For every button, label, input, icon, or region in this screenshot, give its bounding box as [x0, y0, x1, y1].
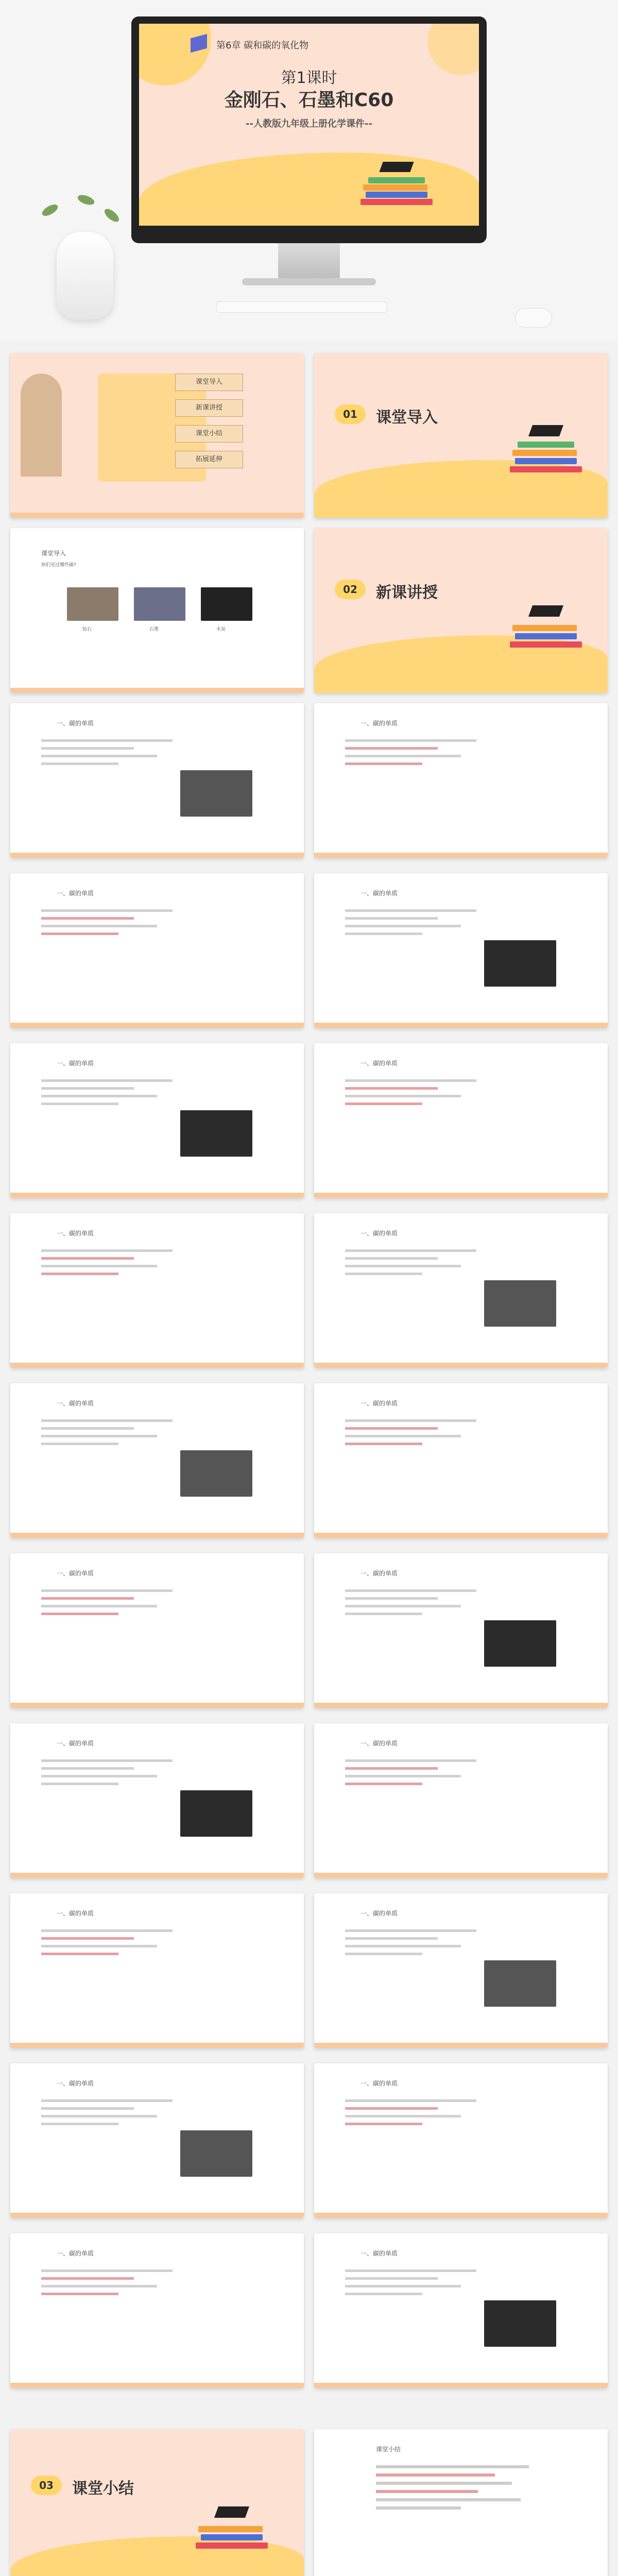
toc-item[interactable]: 新课讲授	[175, 399, 243, 417]
illustration-image	[180, 2130, 252, 2177]
content-slide[interactable]	[314, 1553, 608, 1708]
slide-title: 一、碳的单质	[360, 1570, 398, 1577]
slide-title: 一、碳的单质	[360, 2080, 398, 2087]
section-title: 课堂小结	[72, 2480, 134, 2498]
slide-title: 一、碳的单质	[57, 1910, 94, 1917]
books-illustration	[360, 147, 443, 209]
graduation-cap-icon	[379, 162, 414, 172]
slide-title: 一、碳的单质	[57, 1740, 94, 1747]
illustration-image	[484, 1280, 556, 1327]
slide-title: 一、碳的单质	[360, 2250, 398, 2257]
slide-title: 一、碳的单质	[360, 1910, 398, 1917]
slide-question: 你们见过哪些碳?	[41, 563, 76, 568]
content-slide[interactable]	[10, 1383, 304, 1538]
slide-title: 一、碳的单质	[57, 720, 94, 727]
content-slide[interactable]	[314, 2233, 608, 2388]
toc-item[interactable]: 课堂导入	[175, 374, 243, 391]
text-lines	[41, 1754, 196, 1790]
slide-summary[interactable]	[314, 2429, 608, 2576]
books-illustration	[510, 580, 587, 652]
section-number: 02	[335, 580, 366, 599]
text-lines	[345, 2094, 500, 2130]
illustration-image	[180, 1450, 252, 1497]
slide-title: 一、碳的单质	[57, 890, 94, 897]
illustration-image	[180, 1790, 252, 1837]
illustration-image	[484, 1620, 556, 1667]
slide-title: 一、碳的单质	[57, 2250, 94, 2257]
slide-title: 一、碳的单质	[57, 1400, 94, 1407]
content-slide[interactable]	[314, 1383, 608, 1538]
slide-intro[interactable]	[10, 528, 304, 693]
text-lines	[345, 904, 500, 940]
slide-section-03[interactable]	[10, 2429, 304, 2576]
vase-decoration	[57, 232, 113, 319]
graduation-cap-icon	[528, 425, 563, 436]
text-lines	[345, 1074, 500, 1110]
toc-item[interactable]: 课堂小结	[175, 425, 243, 443]
text-lines	[345, 1584, 500, 1620]
slide-title: 一、碳的单质	[360, 890, 398, 897]
illustration-image	[484, 940, 556, 987]
slide-title: 一、碳的单质	[360, 1400, 398, 1407]
content-slide[interactable]	[314, 1043, 608, 1198]
charcoal-image	[201, 587, 252, 621]
monitor-screen	[139, 24, 479, 226]
text-lines	[41, 1244, 196, 1280]
hero-subtitle: --人教版九年级上册化学课件--	[246, 118, 372, 129]
toc-item[interactable]: 拓展延伸	[175, 451, 243, 468]
illustration-image	[180, 770, 252, 817]
slide-title: 课堂导入	[41, 550, 66, 557]
illustration-image	[484, 2300, 556, 2347]
text-lines	[41, 1414, 196, 1450]
content-slide[interactable]	[10, 2233, 304, 2388]
books-illustration	[510, 404, 587, 477]
slide-title: 课堂小结	[376, 2446, 401, 2453]
caption: 石墨	[149, 627, 159, 632]
keyboard	[216, 301, 387, 313]
content-slide[interactable]	[10, 703, 304, 858]
content-slide[interactable]	[314, 873, 608, 1028]
slide-title: 一、碳的单质	[57, 1570, 94, 1577]
monitor-stand	[278, 243, 340, 279]
slide-section-01[interactable]	[314, 353, 608, 518]
content-slide[interactable]	[10, 1723, 304, 1878]
content-slide[interactable]	[314, 1893, 608, 2048]
graduate-illustration	[21, 374, 62, 477]
section-number: 03	[31, 2476, 62, 2495]
text-lines	[345, 1754, 500, 1790]
text-lines	[41, 1074, 196, 1110]
slide-toc[interactable]	[10, 353, 304, 518]
caption: 木炭	[216, 627, 226, 632]
content-slide[interactable]	[10, 1893, 304, 2048]
content-slide[interactable]	[314, 1213, 608, 1368]
slide-title: 一、碳的单质	[360, 1230, 398, 1237]
slide-title: 一、碳的单质	[57, 1060, 94, 1067]
text-lines	[345, 1414, 500, 1450]
section-title: 课堂导入	[376, 409, 438, 427]
slide-title: 一、碳的单质	[360, 1060, 398, 1067]
section-title: 新课讲授	[376, 584, 438, 602]
text-lines	[345, 1924, 500, 1960]
graduation-cap-icon	[214, 2506, 249, 2518]
text-lines	[345, 2264, 500, 2300]
content-slide[interactable]	[10, 873, 304, 1028]
content-slide[interactable]	[10, 1043, 304, 1198]
text-lines	[41, 1584, 196, 1620]
slide-title: 一、碳的单质	[360, 720, 398, 727]
hero-topic: 金刚石、石墨和C60	[224, 90, 394, 111]
text-lines	[345, 1244, 500, 1280]
text-lines	[41, 2094, 196, 2130]
caption: 钻石	[82, 627, 92, 632]
text-lines	[345, 734, 500, 770]
slide-section-02[interactable]	[314, 528, 608, 693]
graphite-image	[134, 587, 185, 621]
illustration-image	[180, 1110, 252, 1157]
hero-lesson: 第1课时	[281, 69, 337, 87]
text-lines	[41, 2264, 196, 2300]
content-slide[interactable]	[314, 1723, 608, 1878]
text-lines	[41, 1924, 196, 1960]
slide-title: 一、碳的单质	[360, 1740, 398, 1747]
hero-chapter: 第6章 碳和碳的氧化物	[216, 40, 309, 51]
summary-lines	[376, 2460, 546, 2563]
text-lines	[41, 904, 196, 940]
section-number: 01	[335, 404, 366, 424]
graduation-cap-icon	[528, 605, 563, 617]
illustration-image	[484, 1960, 556, 2007]
books-illustration	[196, 2481, 273, 2553]
slide-title: 一、碳的单质	[57, 1230, 94, 1237]
mouse	[515, 308, 552, 328]
content-slide[interactable]	[314, 2063, 608, 2218]
monitor-foot	[242, 278, 376, 285]
content-slide[interactable]	[314, 703, 608, 858]
text-lines	[41, 734, 196, 770]
slide-title: 一、碳的单质	[57, 2080, 94, 2087]
content-slide[interactable]	[10, 1213, 304, 1368]
diamond-image	[67, 587, 118, 621]
content-slide[interactable]	[10, 1553, 304, 1708]
content-slide[interactable]	[10, 2063, 304, 2218]
